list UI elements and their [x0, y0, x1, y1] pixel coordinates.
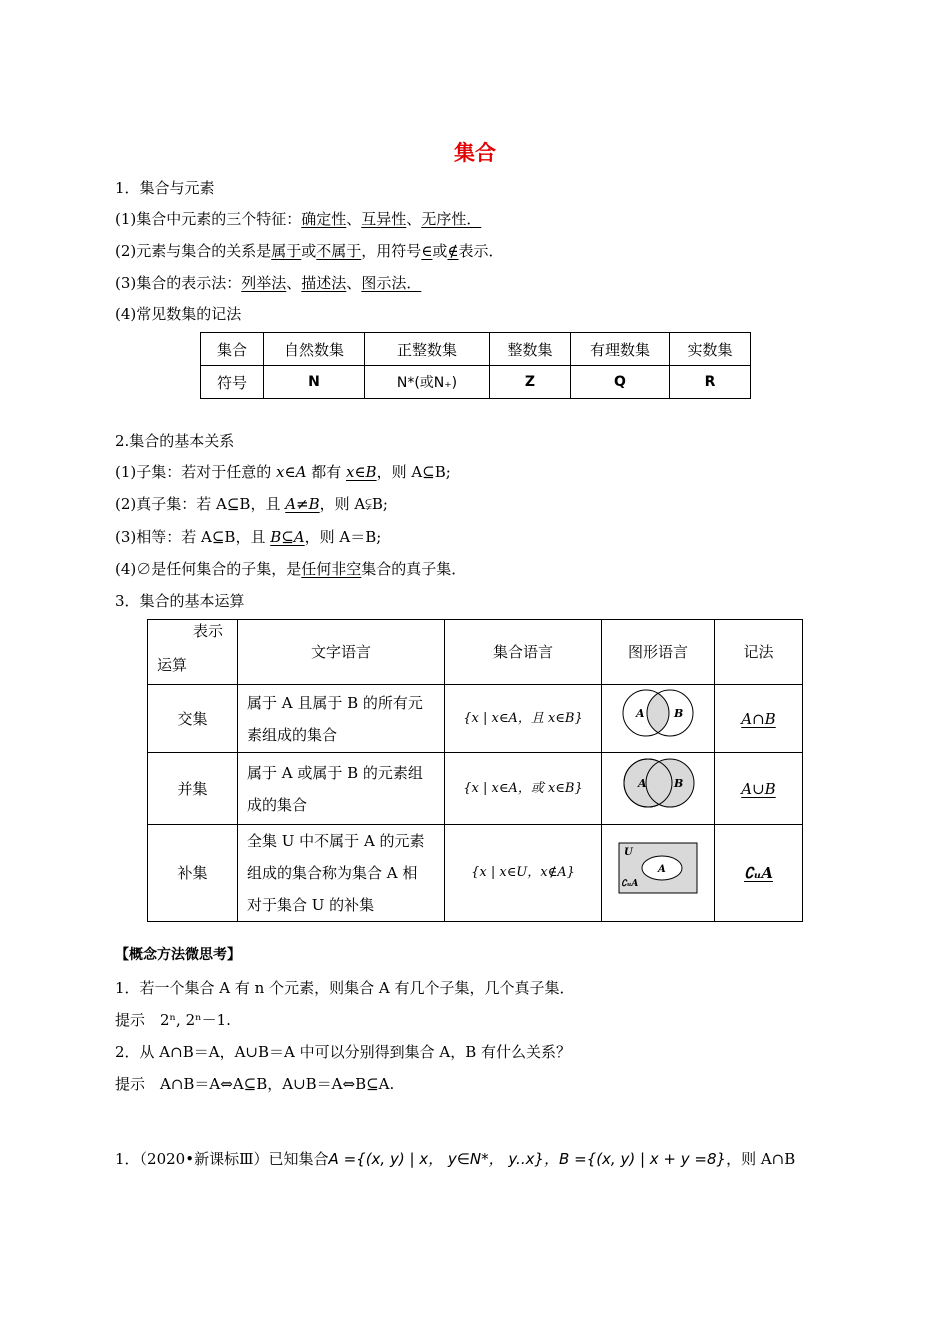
venn-label-u: U [624, 846, 633, 858]
table-corner-cell [148, 620, 238, 685]
text: (3)集合的表示法： [115, 274, 242, 292]
text: 集合的真子集． [361, 560, 467, 578]
cell-text-line: 对于集合 U 的补集 [247, 896, 375, 914]
text: (4)∅是任何集合的子集，是 [115, 560, 302, 578]
text: ，则 A⫋B; [319, 495, 388, 513]
cell-text-line: 全集 U 中不属于 A 的元素 [247, 832, 425, 850]
section-1-heading: 1．集合与元素 [115, 179, 215, 197]
text: 或 [432, 242, 448, 260]
table-cell: 符号 [201, 366, 264, 399]
corner-label-top: 表示 [193, 622, 224, 640]
table-cell: ∁ᵤA [715, 825, 803, 922]
venn-union-cell [602, 753, 715, 825]
text: (3)相等：若 A⊆B，且 [115, 528, 271, 546]
answer-blank: x∈B [345, 463, 377, 481]
exercise-text: ，则 A∩B [726, 1150, 796, 1168]
answer-blank: B⊆A [270, 528, 305, 546]
text: (1)集合中元素的三个特征： [115, 210, 302, 228]
table-row [148, 753, 803, 825]
venn-label-complement: ∁ᵤA [621, 878, 639, 889]
exercise-formula: A ={(x, y) | x， y∈N*， y..x}，B ={(x, y) | x + y =8} [328, 1150, 727, 1168]
cell-text-line: 属于 A 且属于 B 的所有元 [247, 693, 423, 712]
answer-blank: 描述法 [301, 274, 347, 292]
cell-text-line: 成的集合 [247, 795, 308, 814]
answer-blank: ∉ [447, 242, 459, 260]
table-row [148, 825, 803, 922]
table-cell: A∩B [715, 685, 803, 753]
section-3-heading: 3．集合的基本运算 [115, 592, 245, 610]
cell-text-line: 属于 A 或属于 B 的元素组 [247, 763, 423, 782]
section-2-heading: 2.集合的基本关系 [115, 432, 235, 450]
table-header-cell: 集合语言 [445, 620, 602, 685]
table-cell [238, 685, 445, 753]
answer-blank: 确定性 [301, 210, 347, 228]
think-heading: 【概念方法微思考】 [115, 947, 241, 963]
section-2-p4 [115, 558, 466, 579]
text: ，用符号 [361, 242, 422, 260]
corner-label-bottom: 运算 [157, 656, 188, 674]
answer-blank: ∈ [421, 242, 433, 260]
table-cell: 正整数集 [365, 333, 490, 366]
answer-blank: 图示法． [361, 274, 422, 292]
table-cell: 集合 [201, 333, 264, 366]
table-cell: A∪B [715, 753, 803, 825]
table-cell: Z [490, 366, 571, 399]
answer-blank: 互异性 [361, 210, 407, 228]
exercise-1 [115, 1148, 795, 1169]
table-cell: {x | x∈A，且 x∈B} [445, 685, 602, 753]
table-cell: {x | x∈A，或 x∈B} [445, 753, 602, 825]
table-cell: 并集 [148, 753, 238, 825]
table-cell: 有理数集 [571, 333, 670, 366]
venn-intersection-cell [602, 685, 715, 753]
think-answer-1: 提示 2ⁿ, 2ⁿ－1. [115, 1011, 231, 1029]
text: 、 [346, 210, 362, 228]
section-1-p1 [115, 208, 481, 229]
venn-label-a: A [658, 863, 666, 875]
number-set-table [200, 332, 751, 399]
think-answer-2: 提示 A∩B＝A⇔A⊆B，A∪B＝A⇔B⊆A. [115, 1075, 395, 1093]
table-cell: 整数集 [490, 333, 571, 366]
table-row [201, 366, 751, 399]
venn-label-a: A [638, 777, 647, 790]
cell-text-line: 素组成的集合 [247, 725, 338, 744]
table-cell: {x | x∈U，x∉A} [445, 825, 602, 922]
table-cell: 实数集 [670, 333, 751, 366]
text: (2)真子集：若 A⊆B，且 [115, 495, 286, 513]
venn-complement-cell [602, 825, 715, 922]
text: ，则 A＝B; [304, 528, 382, 546]
venn-union-diagram [608, 753, 708, 813]
venn-complement-diagram [618, 842, 698, 894]
text: 、 [346, 274, 362, 292]
table-cell: 交集 [148, 685, 238, 753]
math-text: x∈A [276, 463, 307, 481]
table-cell: 自然数集 [264, 333, 365, 366]
text: 、 [286, 274, 302, 292]
exercise-text: 1．（2020•新课标Ⅲ）已知集合 [115, 1150, 329, 1168]
answer-blank: 列举法 [241, 274, 287, 292]
text: (1)子集：若对于任意的 [115, 463, 277, 481]
cell-text-line: 组成的集合称为集合 A 相 [247, 864, 418, 882]
table-row [148, 685, 803, 753]
table-header-cell: 图形语言 [602, 620, 715, 685]
table-cell: N [264, 366, 365, 399]
set-operation-table [147, 619, 803, 922]
section-1-p2 [115, 240, 504, 261]
table-cell [238, 753, 445, 825]
answer-blank: 无序性． [421, 210, 482, 228]
section-2-p2 [115, 493, 388, 514]
table-header-cell: 记法 [715, 620, 803, 685]
section-2-p1 [115, 461, 451, 482]
section-1-p3 [115, 272, 421, 293]
table-header-cell: 文字语言 [238, 620, 445, 685]
answer-blank: 属于 [271, 242, 302, 260]
table-row [148, 620, 803, 685]
answer-blank: A≠B [285, 495, 320, 513]
text: (2)元素与集合的关系是 [115, 242, 272, 260]
text: 表示． [458, 242, 504, 260]
text: 都有 [306, 463, 346, 481]
venn-intersection-diagram [608, 685, 708, 741]
answer-blank: 不属于 [316, 242, 362, 260]
venn-label-a: A [636, 707, 645, 720]
table-cell: Q [571, 366, 670, 399]
table-cell: R [670, 366, 751, 399]
table-cell: N*(或N₊) [365, 366, 490, 399]
think-question-2: 2．从 A∩B＝A，A∪B＝A 中可以分别得到集合 A，B 有什么关系？ [115, 1043, 571, 1061]
text: 或 [301, 242, 317, 260]
answer-blank: 任何非空 [301, 560, 362, 578]
text: ，则 A⊆B; [376, 463, 451, 481]
table-cell: 补集 [148, 825, 238, 922]
venn-label-b: B [674, 777, 684, 790]
section-2-p3 [115, 526, 381, 547]
section-1-p4: (4)常见数集的记法 [115, 305, 242, 323]
think-question-1: 1．若一个集合 A 有 n 个元素，则集合 A 有几个子集，几个真子集． [115, 979, 575, 997]
text: 、 [406, 210, 422, 228]
venn-label-b: B [674, 707, 684, 720]
table-cell [238, 825, 445, 922]
page-title: 集合 [454, 141, 496, 165]
table-row [201, 333, 751, 366]
